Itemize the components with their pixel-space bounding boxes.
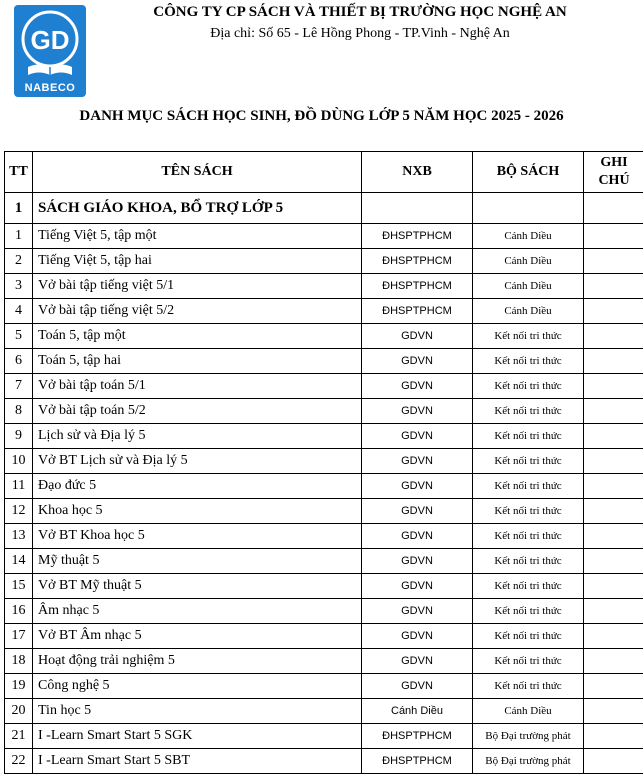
book-series: Cánh Diều <box>473 224 584 249</box>
table-row <box>5 474 643 499</box>
table-row <box>5 699 643 724</box>
note <box>584 349 643 374</box>
book-series: Cánh Diều <box>473 249 584 274</box>
publisher: GDVN <box>362 524 473 549</box>
row-number: 21 <box>5 724 33 749</box>
book-name: Vở BT Khoa học 5 <box>33 524 362 549</box>
publisher: ĐHSPTPHCM <box>362 274 473 299</box>
row-number: 18 <box>5 649 33 674</box>
row-number: 10 <box>5 449 33 474</box>
publisher: GDVN <box>362 449 473 474</box>
note <box>584 399 643 424</box>
note <box>584 424 643 449</box>
book-series: Kết nối tri thức <box>473 549 584 574</box>
book-name: Hoạt động trải nghiệm 5 <box>33 649 362 674</box>
row-number: 8 <box>5 399 33 424</box>
book-series: Kết nối tri thức <box>473 424 584 449</box>
book-name: Vở BT Lịch sử và Địa lý 5 <box>33 449 362 474</box>
note <box>584 624 643 649</box>
table-header-row <box>5 152 643 193</box>
note <box>584 299 643 324</box>
table-row <box>5 749 643 774</box>
table-row <box>5 299 643 324</box>
note <box>584 474 643 499</box>
publisher: GDVN <box>362 649 473 674</box>
book-name: Đạo đức 5 <box>33 474 362 499</box>
note <box>584 674 643 699</box>
publisher: GDVN <box>362 424 473 449</box>
publisher: ĐHSPTPHCM <box>362 299 473 324</box>
book-name: Vở bài tập tiếng việt 5/1 <box>33 274 362 299</box>
row-number: 7 <box>5 374 33 399</box>
note <box>584 524 643 549</box>
header-ghi-chu-line1: GHI <box>600 155 628 170</box>
book-series: Bộ Đại trường phát <box>473 749 584 774</box>
note <box>584 749 643 774</box>
row-number: 15 <box>5 574 33 599</box>
publisher: Cánh Diều <box>362 699 473 724</box>
row-number: 13 <box>5 524 33 549</box>
book-name: Vở BT Âm nhạc 5 <box>33 624 362 649</box>
publisher: GDVN <box>362 549 473 574</box>
section-number: 1 <box>5 193 33 224</box>
publisher: ĐHSPTPHCM <box>362 749 473 774</box>
row-number: 19 <box>5 674 33 699</box>
table-row <box>5 349 643 374</box>
row-number: 5 <box>5 324 33 349</box>
book-name: Khoa học 5 <box>33 499 362 524</box>
book-series: Cánh Diều <box>473 299 584 324</box>
book-name: Toán 5, tập hai <box>33 349 362 374</box>
row-number: 20 <box>5 699 33 724</box>
book-name: Tiếng Việt 5, tập hai <box>33 249 362 274</box>
book-series: Kết nối tri thức <box>473 324 584 349</box>
publisher: GDVN <box>362 399 473 424</box>
book-series: Kết nối tri thức <box>473 524 584 549</box>
row-number: 17 <box>5 624 33 649</box>
publisher: GDVN <box>362 599 473 624</box>
note <box>584 449 643 474</box>
book-name: Công nghệ 5 <box>33 674 362 699</box>
note <box>584 249 643 274</box>
section-row <box>5 193 643 224</box>
table-row <box>5 399 643 424</box>
section-ghi-cell <box>584 193 643 224</box>
book-series: Cánh Diều <box>473 699 584 724</box>
row-number: 4 <box>5 299 33 324</box>
header-nxb: NXB <box>362 152 473 193</box>
table-row <box>5 524 643 549</box>
table-row <box>5 449 643 474</box>
publisher: GDVN <box>362 324 473 349</box>
book-list-table <box>4 151 643 774</box>
section-bo-cell <box>473 193 584 224</box>
table-row <box>5 374 643 399</box>
row-number: 12 <box>5 499 33 524</box>
header-tt: TT <box>5 152 33 193</box>
book-name: Âm nhạc 5 <box>33 599 362 624</box>
book-name: I -Learn Smart Start 5 SGK <box>33 724 362 749</box>
header-name: TÊN SÁCH <box>33 152 362 193</box>
company-logo <box>14 5 86 97</box>
book-name: Toán 5, tập một <box>33 324 362 349</box>
note <box>584 649 643 674</box>
table-row <box>5 599 643 624</box>
publisher: ĐHSPTPHCM <box>362 249 473 274</box>
table-row <box>5 674 643 699</box>
row-number: 14 <box>5 549 33 574</box>
table-row <box>5 499 643 524</box>
document-title: DANH MỤC SÁCH HỌC SINH, ĐỒ DÙNG LỚP 5 NĂM HỌC 2025 - 2026 <box>79 108 564 124</box>
table-row <box>5 424 643 449</box>
header-ghi-chu-line2: CHÚ <box>598 173 630 188</box>
note <box>584 224 643 249</box>
book-series: Kết nối tri thức <box>473 474 584 499</box>
section-nxb-cell <box>362 193 473 224</box>
book-series: Kết nối tri thức <box>473 374 584 399</box>
company-name: CÔNG TY CP SÁCH VÀ THIẾT BỊ TRƯỜNG HỌC NGHỆ AN <box>153 4 567 20</box>
book-name: Mỹ thuật 5 <box>33 549 362 574</box>
logo-text: NABECO <box>24 82 76 94</box>
book-name: I -Learn Smart Start 5 SBT <box>33 749 362 774</box>
note <box>584 574 643 599</box>
note <box>584 599 643 624</box>
table-row <box>5 649 643 674</box>
header-ghi-chu <box>584 152 643 193</box>
row-number: 16 <box>5 599 33 624</box>
note <box>584 374 643 399</box>
book-series: Bộ Đại trường phát <box>473 724 584 749</box>
header-bo-sach: BỘ SÁCH <box>473 152 584 193</box>
book-series: Kết nối tri thức <box>473 399 584 424</box>
note <box>584 324 643 349</box>
book-series: Kết nối tri thức <box>473 574 584 599</box>
publisher: GDVN <box>362 349 473 374</box>
publisher: GDVN <box>362 624 473 649</box>
note <box>584 699 643 724</box>
book-series: Kết nối tri thức <box>473 449 584 474</box>
table-row <box>5 549 643 574</box>
publisher: GDVN <box>362 574 473 599</box>
book-series: Kết nối tri thức <box>473 599 584 624</box>
publisher: GDVN <box>362 674 473 699</box>
row-number: 11 <box>5 474 33 499</box>
table-row <box>5 624 643 649</box>
publisher: GDVN <box>362 499 473 524</box>
book-series: Kết nối tri thức <box>473 649 584 674</box>
section-title: SÁCH GIÁO KHOA, BỔ TRỢ LỚP 5 <box>33 193 362 224</box>
publisher: ĐHSPTPHCM <box>362 224 473 249</box>
publisher: ĐHSPTPHCM <box>362 724 473 749</box>
table-row <box>5 249 643 274</box>
book-name: Vở bài tập tiếng việt 5/2 <box>33 299 362 324</box>
row-number: 1 <box>5 224 33 249</box>
book-series: Kết nối tri thức <box>473 624 584 649</box>
book-name: Lịch sử và Địa lý 5 <box>33 424 362 449</box>
row-number: 9 <box>5 424 33 449</box>
book-series: Cánh Diều <box>473 274 584 299</box>
table-row <box>5 274 643 299</box>
note <box>584 549 643 574</box>
book-series: Kết nối tri thức <box>473 499 584 524</box>
book-name: Tin học 5 <box>33 699 362 724</box>
note <box>584 724 643 749</box>
publisher: GDVN <box>362 374 473 399</box>
note <box>584 274 643 299</box>
page-header <box>0 0 643 100</box>
publisher: GDVN <box>362 474 473 499</box>
book-name: Tiếng Việt 5, tập một <box>33 224 362 249</box>
row-number: 2 <box>5 249 33 274</box>
row-number: 3 <box>5 274 33 299</box>
book-series: Kết nối tri thức <box>473 674 584 699</box>
table-row <box>5 324 643 349</box>
company-address: Địa chỉ: Số 65 - Lê Hồng Phong - TP.Vinh - Nghệ An <box>210 26 510 41</box>
book-name: Vở bài tập toán 5/1 <box>33 374 362 399</box>
book-series: Kết nối tri thức <box>473 349 584 374</box>
logo-initials: GD <box>30 25 70 55</box>
row-number: 22 <box>5 749 33 774</box>
table-row <box>5 574 643 599</box>
table-row <box>5 724 643 749</box>
row-number: 6 <box>5 349 33 374</box>
book-name: Vở bài tập toán 5/2 <box>33 399 362 424</box>
book-name: Vở BT Mỹ thuật 5 <box>33 574 362 599</box>
table-row <box>5 224 643 249</box>
note <box>584 499 643 524</box>
